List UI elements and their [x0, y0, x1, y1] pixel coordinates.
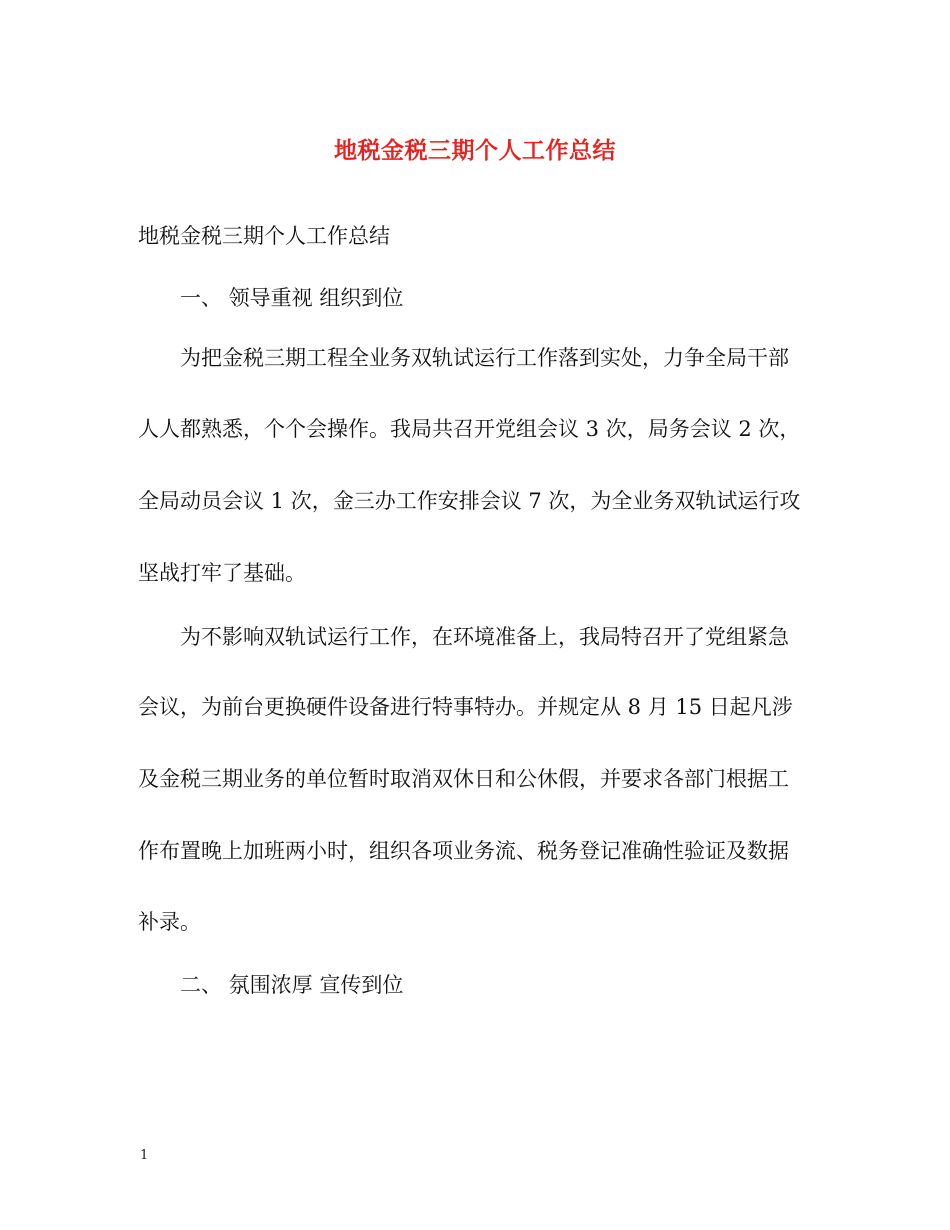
section-heading-1: 一、 领导重视 组织到位 [180, 286, 404, 310]
paragraph-1-line-3: 全局动员会议 1 次，金三办工作安排会议 7 次，为全业务双轨试运行攻 [138, 489, 801, 513]
document-title: 地税金税三期个人工作总结 [334, 137, 616, 164]
paragraph-2-line-4: 作布置晚上加班两小时，组织各项业务流、税务登记准确性验证及数据 [138, 839, 789, 863]
paragraph-2-line-2: 会议，为前台更换硬件设备进行特事特办。并规定从 8 月 15 日起凡涉 [138, 695, 793, 719]
section-heading-2: 二、 氛围浓厚 宣传到位 [180, 973, 404, 997]
paragraph-1-line-1: 为把金税三期工程全业务双轨试运行工作落到实处，力争全局干部 [180, 346, 789, 370]
paragraph-2-line-1: 为不影响双轨试运行工作，在环境准备上，我局特召开了党组紧急 [180, 625, 789, 649]
paragraph-2-line-3: 及金税三期业务的单位暂时取消双休日和公休假，并要求各部门根据工 [138, 767, 789, 791]
paragraph-1-line-2: 人人都熟悉，个个会操作。我局共召开党组会议 3 次，局务会议 2 次， [138, 417, 801, 441]
page-number: 1 [140, 1148, 149, 1163]
paragraph-2-line-5: 补录。 [138, 910, 201, 934]
paragraph-1-line-4: 坚战打牢了基础。 [138, 561, 306, 585]
subtitle-line: 地税金税三期个人工作总结 [138, 224, 390, 248]
